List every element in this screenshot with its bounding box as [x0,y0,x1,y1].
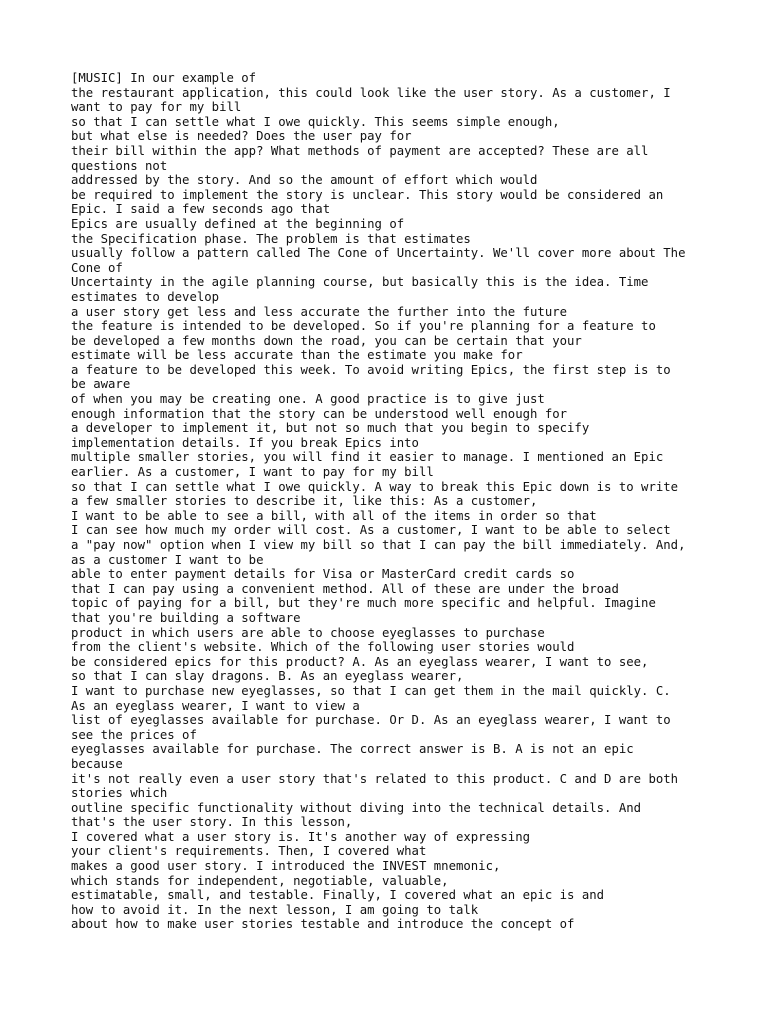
transcript-line: Cone of [71,260,123,275]
transcript-line: addressed by the story. And so the amount of effort which would [71,173,538,188]
transcript-line: I want to be able to see a bill, with all of the items in order so that [71,508,597,523]
transcript-line: I can see how much my order will cost. As a customer, I want to be able to select [71,523,671,538]
transcript-line: As an eyeglass wearer, I want to view a [71,698,360,713]
transcript-line: multiple smaller stories, you will find it easier to manage. I mentioned an Epic [71,450,664,465]
transcript-line: the Specification phase. The problem is that estimates [71,231,471,246]
transcript-line: be aware [71,377,131,392]
transcript-page [71,71,711,932]
transcript-line: about how to make user stories testable and introduce the concept of [71,917,575,932]
transcript-line: usually follow a pattern called The Cone of Uncertainty. We'll cover more about The [71,246,686,261]
transcript-line: a "pay now" option when I view my bill so that I can pay the bill immediately. And, [71,538,686,552]
transcript-line: list of eyeglasses available for purchase. Or D. As an eyeglass wearer, I want to [71,713,671,728]
transcript-line: be required to implement the story is unclear. This story would be considered an [71,187,664,202]
transcript-line: because [71,756,123,771]
transcript-line: it's not really even a user story that's related to this product. C and D are both [71,771,679,786]
transcript-line: [MUSIC] In our example of [71,71,257,85]
transcript-line: so that I can settle what I owe quickly. A way to break this Epic down is to write [71,479,679,494]
transcript-line: eyeglasses available for purchase. The correct answer is B. A is not an epic [71,742,634,757]
transcript-line: I want to purchase new eyeglasses, so that I can get them in the mail quickly. C. [71,683,671,698]
transcript-line: from the client's website. Which of the following user stories would [71,640,575,655]
transcript-line: implementation details. If you break Epics into [71,435,419,450]
transcript-line: your client's requirements. Then, I covered what [71,844,427,859]
transcript-line: questions not [71,158,168,173]
transcript-line: Epics are usually defined at the beginning of [71,216,405,231]
transcript-line: outline specific functionality without diving into the technical details. And [71,800,642,815]
transcript-line: so that I can slay dragons. B. As an eyeglass wearer, [71,669,464,684]
transcript-line: a user story get less and less accurate the further into the future [71,304,568,319]
transcript-line: estimatable, small, and testable. Finally, I covered what an epic is and [71,888,605,903]
transcript-line: the restaurant application, this could look like the user story. As a customer, I [71,85,671,100]
transcript-line: Epic. I said a few seconds ago that [71,202,331,217]
transcript-line: that you're building a software [71,610,301,625]
transcript-line: a feature to be developed this week. To avoid writing Epics, the first step is to [71,362,671,377]
transcript-line: product in which users are able to choose eyeglasses to purchase [71,625,545,640]
transcript-line: that I can pay using a convenient method. All of these are under the broad [71,581,619,596]
transcript-line: I covered what a user story is. It's another way of expressing [71,829,531,844]
transcript-line: Uncertainty in the agile planning course, but basically this is the idea. Time [71,275,649,290]
transcript-line: earlier. As a customer, I want to pay for my bill [71,465,434,480]
transcript-line: topic of paying for a bill, but they're much more specific and helpful. Imagine [71,596,656,611]
transcript-line: a few smaller stories to describe it, like this: As a customer, [71,494,538,509]
transcript-line: which stands for independent, negotiable, valuable, [71,873,449,888]
transcript-line: that's the user story. In this lesson, [71,815,353,830]
transcript-line: a developer to implement it, but not so much that you begin to specify [71,421,590,436]
transcript-line: estimate will be less accurate than the estimate you make for [71,348,523,363]
transcript-line: how to avoid it. In the next lesson, I am going to talk [71,902,479,917]
transcript-line: enough information that the story can be understood well enough for [71,406,568,421]
transcript-line: the feature is intended to be developed. So if you're planning for a feature to [71,319,656,334]
transcript-line: want to pay for my bill [71,100,242,115]
transcript-line: able to enter payment details for Visa or MasterCard credit cards so [71,567,575,582]
transcript-line: be considered epics for this product? A. As an eyeglass wearer, I want to see, [71,654,649,669]
transcript-line: so that I can settle what I owe quickly. This seems simple enough, [71,114,560,129]
transcript-line: stories which [71,786,168,801]
transcript-line: estimates to develop [71,289,220,304]
transcript-line: see the prices of [71,727,197,742]
transcript-line: of when you may be creating one. A good practice is to give just [71,392,545,407]
transcript-line: makes a good user story. I introduced the INVEST mnemonic, [71,859,501,874]
transcript-line: be developed a few months down the road, you can be certain that your [71,333,582,348]
transcript-line: their bill within the app? What methods of payment are accepted? These are all [71,143,649,158]
transcript-line: but what else is needed? Does the user pay for [71,129,412,144]
transcript-line: as a customer I want to be [71,552,264,567]
